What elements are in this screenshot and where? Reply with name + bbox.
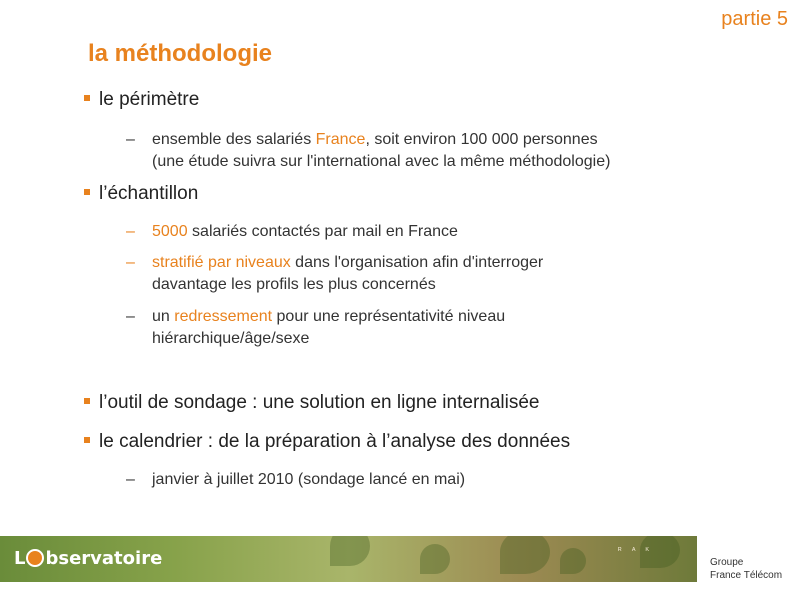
leaf-decoration [420,544,450,574]
dash-icon: – [126,471,135,488]
text-segment: ensemble des salariés [152,131,316,148]
text-segment: , soit environ 100 000 personnes [365,131,598,148]
text-segment: pour une représentativité niveau [272,308,506,325]
bullet-calendrier [84,431,570,453]
sub-item-line2: (une étude suivra sur l'international avec la même méthodologie) [152,153,611,170]
brand-line1: Groupe [710,557,744,568]
leaf-decoration [330,536,370,566]
bullet-square-icon [84,189,90,195]
bullet-square-icon [84,437,90,443]
text-segment: salariés contactés par mail en France [187,223,458,240]
highlight-text: stratifié par niveaux [152,254,291,271]
sub-item-line2: davantage les profils les plus concernés [152,276,436,293]
logo-text: bservatoire [45,548,163,569]
bullet-label: l’échantillon [99,183,199,204]
bullet-square-icon [84,398,90,404]
part-label: partie 5 [721,8,788,30]
text-segment: dans l'organisation afin d'interroger [290,254,544,271]
sub-item-line1 [152,129,610,151]
brand-label [710,556,782,582]
leaf-decoration [500,536,550,574]
highlight-text: 5000 [152,223,188,240]
sub-item-line1 [152,306,505,328]
sub-item-perimetre-0 [126,129,610,173]
logo-o-icon [26,549,44,567]
sub-item-echantillon-2 [126,306,505,350]
bullet-outil [84,392,539,414]
bullet-echantillon [84,183,198,205]
footer-marks: ᴿ ᴬ ᴷ [618,546,654,555]
sub-item-line1 [152,221,458,243]
bullet-perimetre [84,89,199,111]
bullet-square-icon [84,95,90,101]
sub-item-echantillon-0 [126,221,458,243]
bullet-label: le périmètre [99,89,200,110]
sub-item-line2: hiérarchique/âge/sexe [152,330,310,347]
dash-icon: – [126,308,135,325]
sub-item-calendrier-0 [126,469,465,491]
dash-icon: – [126,223,135,240]
leaf-decoration [560,548,586,574]
sub-item-echantillon-1 [126,252,543,296]
logo-text: L [14,548,26,569]
highlight-text: redressement [174,308,273,325]
observatoire-logo [14,548,162,569]
brand-line2: France Télécom [710,570,783,581]
highlight-text: France [315,131,366,148]
bullet-label: l’outil de sondage : une solution en ligne internalisée [99,392,540,413]
dash-icon: – [126,254,135,271]
text-segment: un [152,308,175,325]
sub-item-line1 [152,252,543,274]
sub-item-line1: janvier à juillet 2010 (sondage lancé en mai) [152,471,466,488]
dash-icon: – [126,131,135,148]
page-title: la méthodologie [88,40,273,67]
bullet-label: le calendrier : de la préparation à l’analyse des données [99,431,571,452]
footer-banner [0,536,697,582]
